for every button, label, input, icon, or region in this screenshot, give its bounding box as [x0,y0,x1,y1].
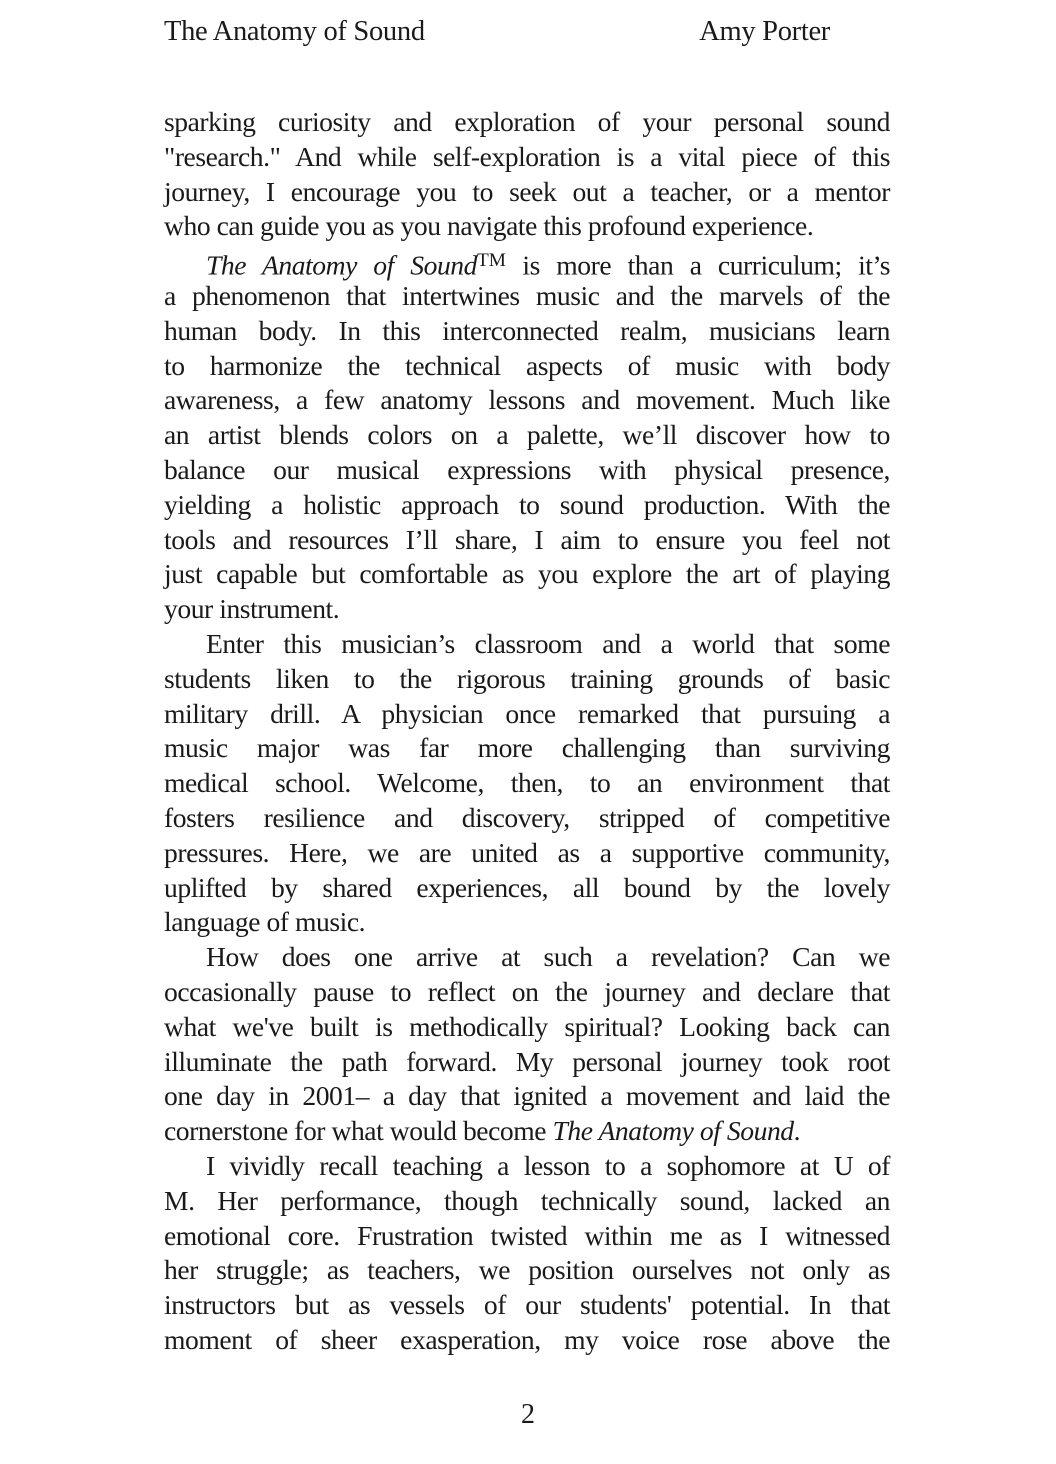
book-title-italic: The Anatomy of Sound [552,1115,794,1147]
text-line: pressures. Here, we are united as a supportive community, [164,836,890,868]
text-line: her struggle; as teachers, we position ourselves not only as [164,1254,890,1286]
paragraph [164,244,890,627]
text-line [164,244,890,279]
text-line: moment of sheer exasperation, my voice rose above the [164,1323,890,1355]
text-line: occasionally pause to reflect on the journey and declare that [164,975,890,1007]
text-line: illuminate the path forward. My personal journey took root [164,1045,890,1077]
text-fragment: is more than a curriculum; it’s [505,249,891,281]
running-header [164,14,830,50]
text-line: fosters resilience and discovery, stripped of competitive [164,801,890,833]
trademark-symbol: TM [477,250,506,272]
paragraph [164,1149,890,1358]
paragraph [164,627,890,940]
text-line: Enter this musician’s classroom and a world that some [206,627,890,659]
text-line: military drill. A physician once remarked that pursuing a [164,697,890,729]
text-line: "research." And while self-exploration is a vital piece of this [164,140,890,172]
text-line: medical school. Welcome, then, to an environment that [164,767,890,799]
text-line: human body. In this interconnected realm, musicians learn [164,314,890,346]
text-fragment: . [793,1115,801,1147]
text-line: uplifted by shared experiences, all bound by the lovely [164,871,890,903]
text-line: sparking curiosity and exploration of your personal sound [164,106,890,137]
text-line [164,1114,890,1149]
text-line: language of music. [164,906,366,938]
text-line: music major was far more challenging than surviving [164,732,890,764]
text-line: I vividly recall teaching a lesson to a sophomore at U of [206,1149,890,1181]
text-line: one day in 2001– a day that ignited a movement and laid the [164,1080,890,1112]
text-line: awareness, a few anatomy lessons and movement. Much like [164,384,890,416]
text-line: your instrument. [164,593,340,625]
paragraph [164,105,890,244]
text-line: who can guide you as you navigate this profound experience. [164,210,814,242]
text-line: an artist blends colors on a palette, we’ll discover how to [164,419,890,451]
text-line: instructors but as vessels of our students' potential. In that [164,1289,890,1321]
text-line: a phenomenon that intertwines music and the marvels of the [164,279,890,311]
text-line: yielding a holistic approach to sound production. With the [164,488,890,520]
text-line: How does one arrive at such a revelation? Can we [206,941,890,973]
text-line: what we've built is methodically spiritual? Looking back can [164,1010,890,1042]
page-number: 2 [521,1399,535,1430]
text-line: journey, I encourage you to seek out a teacher, or a mentor [164,175,890,207]
paragraph [164,940,890,1149]
text-fragment: cornerstone for what would become [164,1115,553,1147]
text-line: tools and resources I’ll share, I aim to ensure you feel not [164,523,890,555]
text-line: to harmonize the technical aspects of music with body [164,349,890,381]
text-line: students liken to the rigorous training grounds of basic [164,662,890,694]
book-title: The Anatomy of Sound [164,16,425,47]
author-name: Amy Porter [699,16,830,47]
book-title-italic: The Anatomy of Sound [206,249,477,281]
text-line: just capable but comfortable as you explore the art of playing [164,558,890,590]
text-line: emotional core. Frustration twisted within me as I witnessed [164,1219,890,1251]
text-line: balance our musical expressions with physical presence, [164,453,890,485]
page-body [164,105,890,1358]
text-line: M. Her performance, though technically sound, lacked an [164,1184,890,1216]
